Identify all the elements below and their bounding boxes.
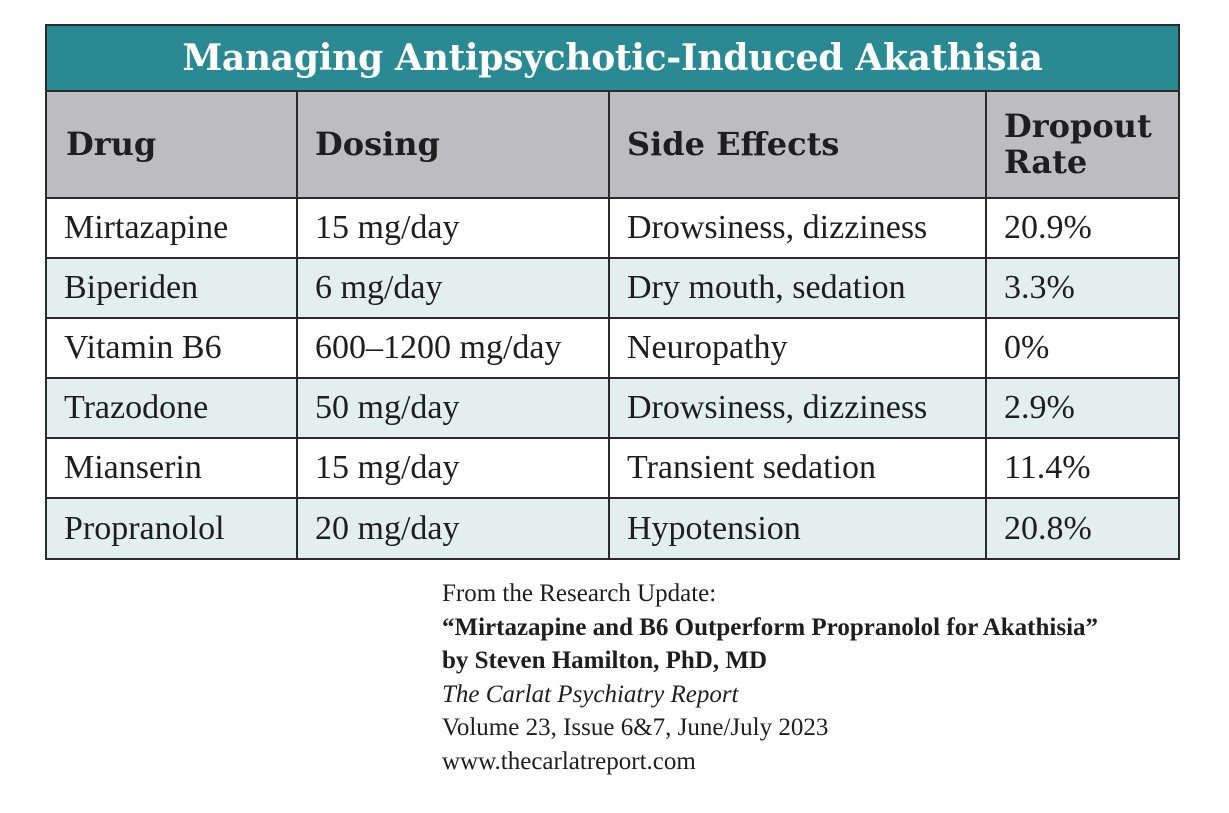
- cell-drug: Biperiden: [47, 258, 297, 318]
- citation-url: www.thecarlatreport.com: [442, 747, 696, 775]
- cell-side-effects: Hypotension: [609, 498, 986, 558]
- cell-drug: Mirtazapine: [47, 198, 297, 258]
- table-row: [47, 198, 1178, 258]
- cell-side-effects: Dry mouth, sedation: [609, 258, 986, 318]
- cell-dropout: 20.8%: [986, 498, 1178, 558]
- table-title: Managing Antipsychotic-Induced Akathisia: [47, 26, 1178, 92]
- header-side-effects: Side Effects: [609, 92, 986, 198]
- citation-author: by Steven Hamilton, PhD, MD: [442, 647, 767, 674]
- cell-dosing: 50 mg/day: [297, 378, 609, 438]
- akathisia-table: [45, 24, 1180, 560]
- table-row: [47, 378, 1178, 438]
- cell-dosing: 20 mg/day: [297, 498, 609, 558]
- cell-dropout: 3.3%: [986, 258, 1178, 318]
- citation-issue: Volume 23, Issue 6&7, June/July 2023: [442, 714, 829, 741]
- cell-side-effects: Transient sedation: [609, 438, 986, 498]
- cell-side-effects: Neuropathy: [609, 318, 986, 378]
- header-drug: Drug: [47, 92, 297, 198]
- header-dosing: Dosing: [297, 92, 609, 198]
- citation-article-title: “Mirtazapine and B6 Outperform Propranolol for Akathisia”: [442, 613, 1099, 641]
- header-dropout-line1: Dropout: [1004, 107, 1152, 146]
- citation-intro: From the Research Update:: [442, 580, 717, 607]
- citation-block: [442, 577, 1098, 778]
- cell-dosing: 15 mg/day: [297, 198, 609, 258]
- header-dropout-line2: Rate: [1004, 142, 1088, 181]
- table-row: [47, 258, 1178, 318]
- cell-dosing: 6 mg/day: [297, 258, 609, 318]
- cell-dosing: 15 mg/day: [297, 438, 609, 498]
- header-dropout-rate: [986, 92, 1178, 198]
- cell-dropout: 11.4%: [986, 438, 1178, 498]
- cell-drug: Trazodone: [47, 378, 297, 438]
- drug-table: [47, 92, 1178, 558]
- cell-side-effects: Drowsiness, dizziness: [609, 378, 986, 438]
- table-row: [47, 438, 1178, 498]
- cell-dropout: 0%: [986, 318, 1178, 378]
- cell-side-effects: Drowsiness, dizziness: [609, 198, 986, 258]
- cell-dropout: 20.9%: [986, 198, 1178, 258]
- citation-journal: The Carlat Psychiatry Report: [442, 680, 739, 708]
- cell-drug: Propranolol: [47, 498, 297, 558]
- table-row: [47, 318, 1178, 378]
- cell-drug: Vitamin B6: [47, 318, 297, 378]
- header-row: [47, 92, 1178, 198]
- cell-drug: Mianserin: [47, 438, 297, 498]
- table-row: [47, 498, 1178, 558]
- cell-dropout: 2.9%: [986, 378, 1178, 438]
- cell-dosing: 600–1200 mg/day: [297, 318, 609, 378]
